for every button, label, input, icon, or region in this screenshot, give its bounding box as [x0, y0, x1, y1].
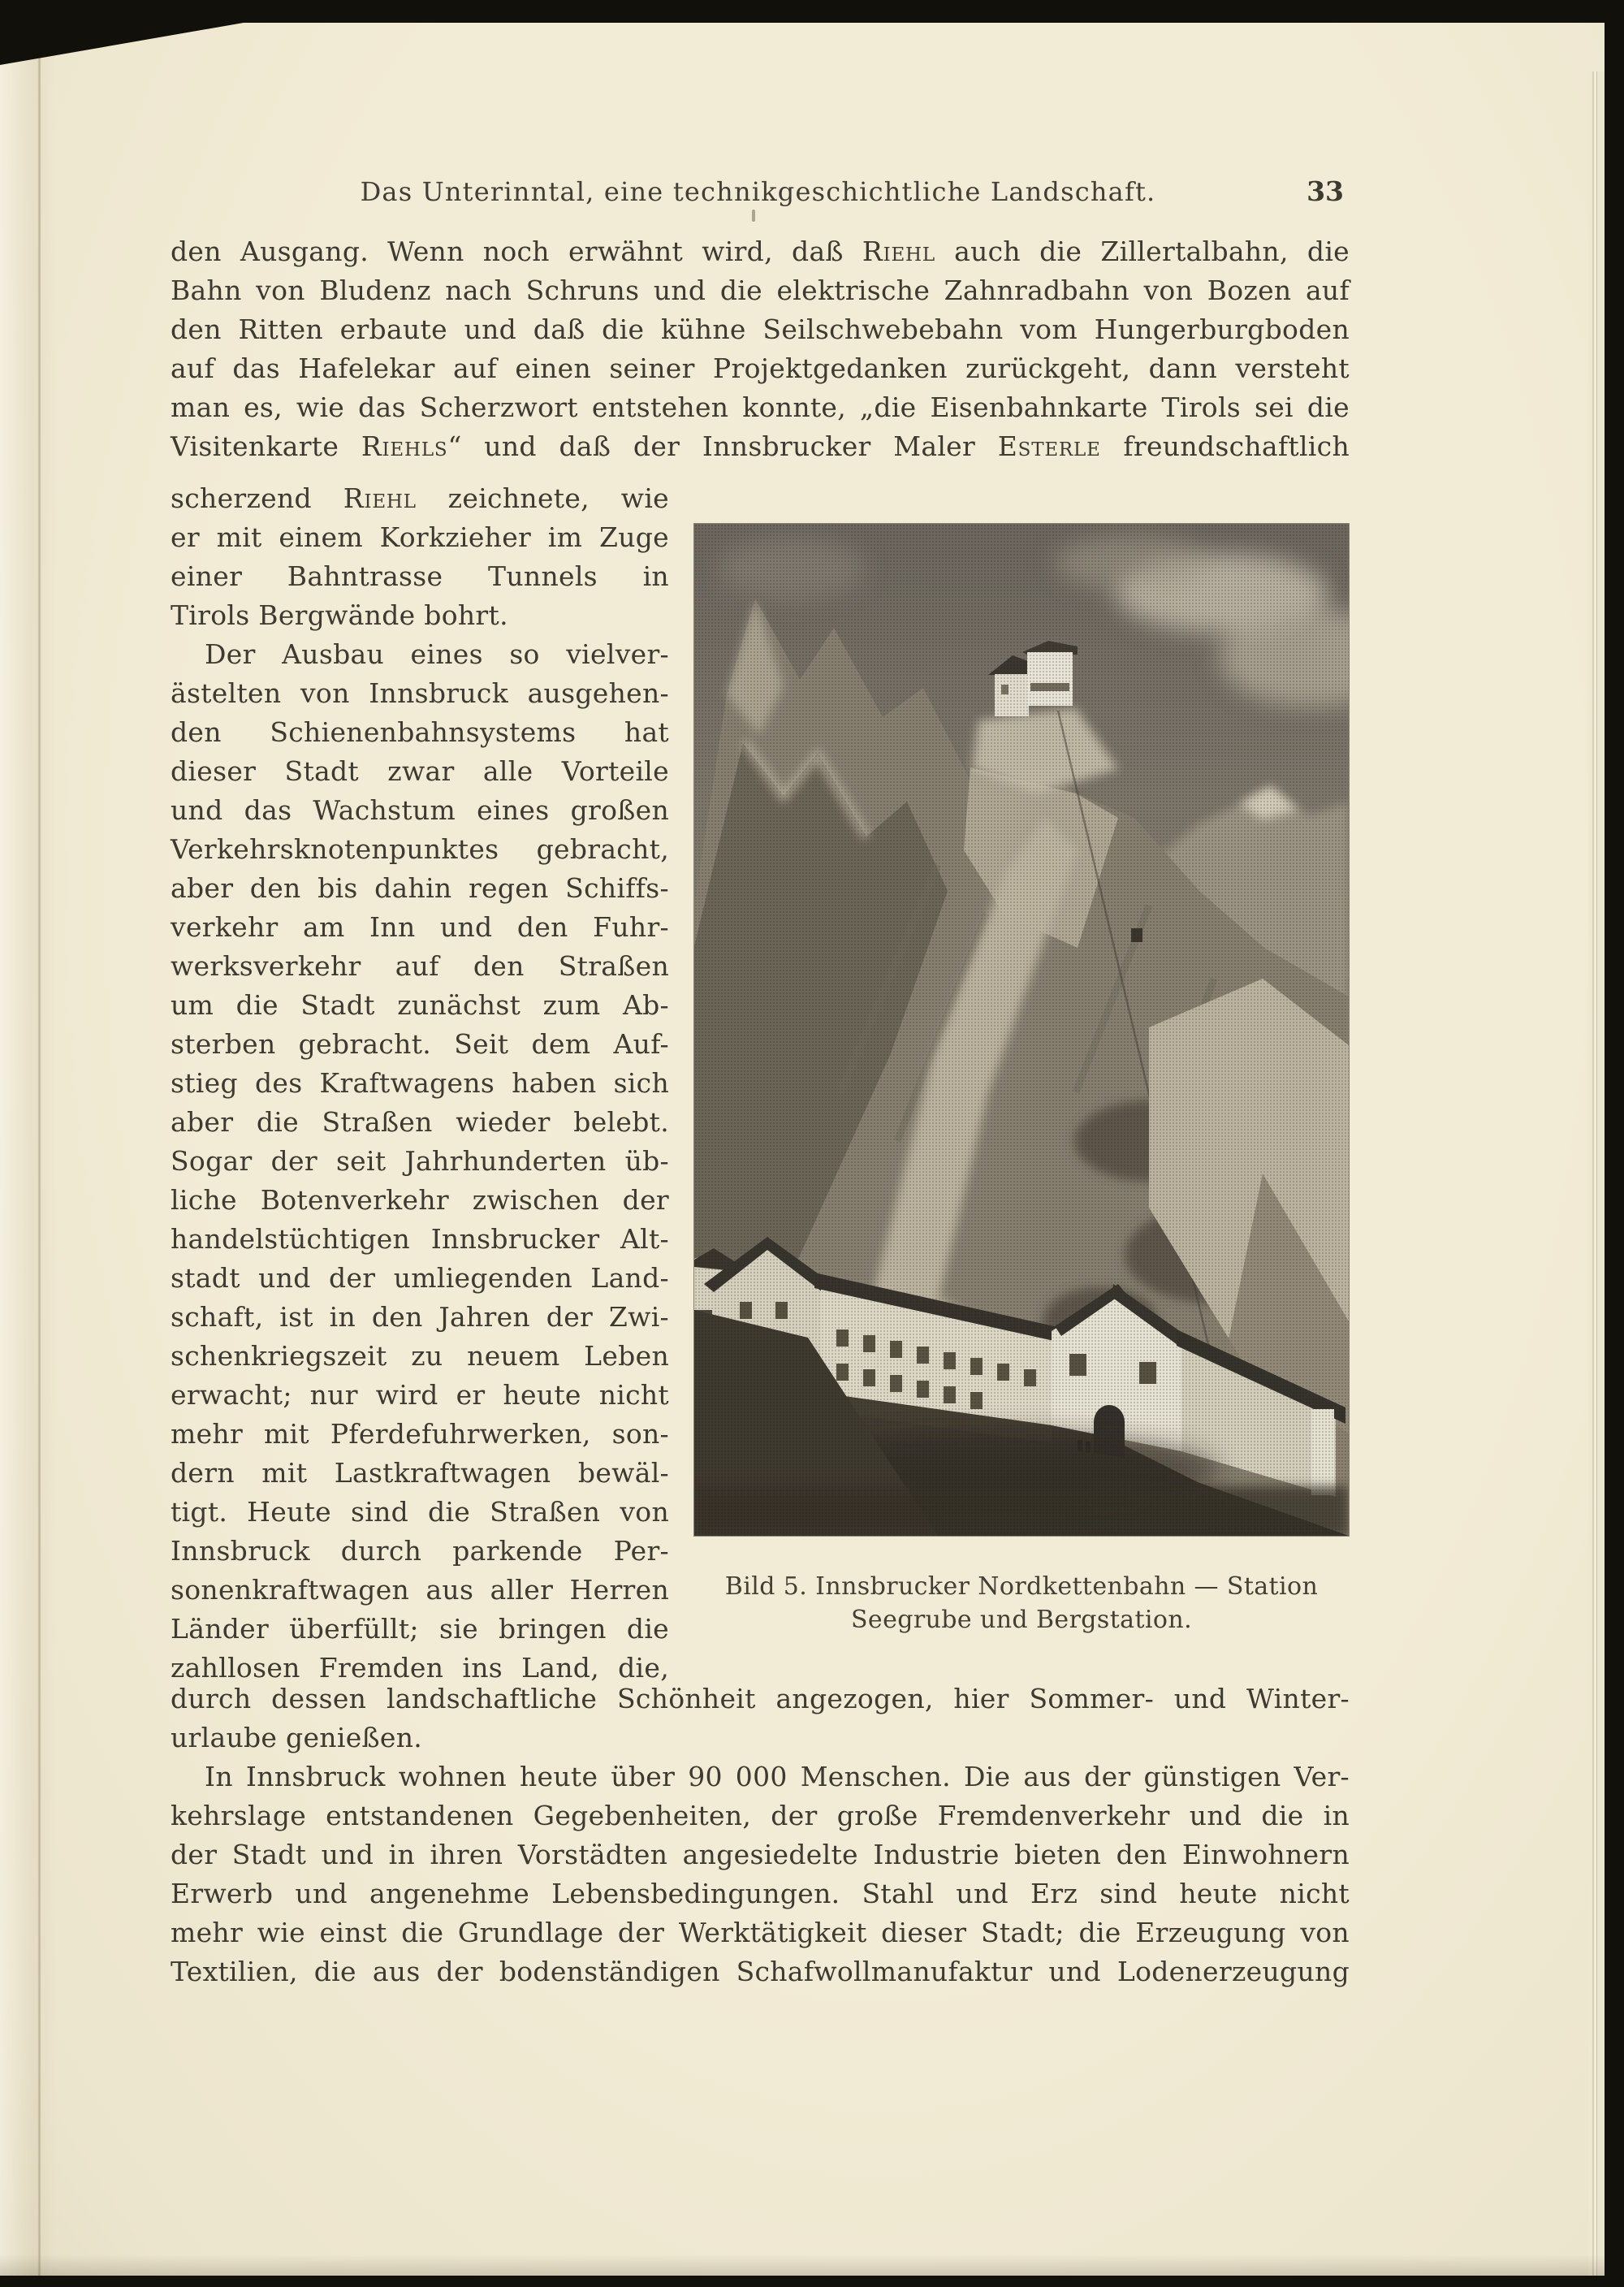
- text-line: Erwerb und angenehme Lebensbedingungen. Stahl und Erz sind heute nicht: [171, 1878, 1350, 1909]
- text-line: aber die Straßen wieder belebt.: [171, 1106, 669, 1138]
- paragraph-column: [171, 479, 669, 1688]
- text-line: Sogar der seit Jahrhunderten üb-: [171, 1145, 669, 1177]
- text-line: man es, wie das Scherzwort entstehen konnte, „die Eisenbahnkarte Tirols sei die: [171, 391, 1350, 423]
- page-bottom-shadow: [0, 2255, 1605, 2276]
- text-line: dern mit Lastkraftwagen bewäl-: [171, 1457, 669, 1489]
- text-line: Textilien, die aus der bodenständigen Schafwollmanufaktur und Lodenerzeugung: [171, 1956, 1350, 1987]
- text-line: Visitenkarte Riehls“ und daß der Innsbrucker Maler Esterle freundschaftlich: [171, 430, 1350, 462]
- text-line: werksverkehr auf den Straßen: [171, 950, 669, 982]
- text-line: urlaube genießen.: [171, 1722, 423, 1753]
- text-line: der Stadt und in ihren Vorstädten angesiedelte Industrie bieten den Einwohnern: [171, 1839, 1350, 1870]
- text-line: tigt. Heute sind die Straßen von: [171, 1496, 669, 1528]
- gutter-crease: [37, 23, 41, 2276]
- text-line: schenkriegszeit zu neuem Leben: [171, 1340, 669, 1372]
- text-line: schaft, ist in den Jahren der Zwi-: [171, 1301, 669, 1333]
- paragraph-top: [171, 232, 1350, 466]
- text-line: um die Stadt zunächst zum Ab-: [171, 989, 669, 1021]
- text-line: sterben gebracht. Seit dem Auf-: [171, 1028, 669, 1060]
- ink-speck: [752, 210, 755, 222]
- text-line: durch dessen landschaftliche Schönheit angezogen, hier Sommer- und Winter-: [171, 1683, 1350, 1714]
- caption-line-1: Bild 5. Innsbrucker Nordkettenbahn — Station: [724, 1572, 1319, 1601]
- page-stack-edge: [1588, 71, 1605, 2276]
- text-line: verkehr am Inn und den Fuhr-: [171, 911, 669, 943]
- text-line: Tirols Bergwände bohrt.: [171, 599, 508, 631]
- text-line: sonenkraftwagen aus aller Herren: [171, 1574, 669, 1606]
- text-line: Innsbruck durch parkende Per-: [171, 1535, 669, 1567]
- text-line: dieser Stadt zwar alle Vorteile: [171, 755, 669, 787]
- text-line: ästelten von Innsbruck ausgehen-: [171, 677, 669, 709]
- page-number: 33: [1307, 175, 1344, 207]
- figure-photograph-bild-5: [694, 524, 1349, 1536]
- text-line: stadt und der umliegenden Land-: [171, 1262, 669, 1294]
- text-line: Verkehrsknotenpunktes gebracht,: [171, 833, 669, 865]
- book-page: [0, 23, 1605, 2276]
- text-line: auf das Hafelekar auf einen seiner Projektgedanken zurückgeht, dann versteht: [171, 352, 1350, 384]
- text-line: er mit einem Korkzieher im Zuge: [171, 521, 669, 553]
- text-line: mehr wie einst die Grundlage der Werktätigkeit dieser Stadt; die Erzeugung von: [171, 1917, 1350, 1948]
- text-line: einer Bahntrasse Tunnels in: [171, 560, 669, 592]
- text-line: und das Wachstum eines großen: [171, 794, 669, 826]
- text-line: erwacht; nur wird er heute nicht: [171, 1379, 669, 1411]
- text-line: den Ausgang. Wenn noch erwähnt wird, daß Riehl auch die Zillertalbahn, die: [171, 236, 1350, 267]
- text-line: den Ritten erbaute und daß die kühne Seilschwebebahn vom Hungerburgboden: [171, 313, 1350, 345]
- text-line: liche Botenverkehr zwischen der: [171, 1184, 669, 1216]
- text-line: zahllosen Fremden ins Land, die,: [171, 1652, 669, 1684]
- text-line: handelstüchtigen Innsbrucker Alt-: [171, 1223, 669, 1255]
- text-line: aber den bis dahin regen Schiffs-: [171, 872, 669, 904]
- figure-caption: [694, 1570, 1349, 1636]
- text-line: Bahn von Bludenz nach Schruns und die elektrische Zahnradbahn von Bozen auf: [171, 275, 1350, 306]
- text-line: Länder überfüllt; sie bringen die: [171, 1613, 669, 1645]
- text-line: den Schienenbahnsystems hat: [171, 716, 669, 748]
- text-line: In Innsbruck wohnen heute über 90 000 Menschen. Die aus der günstigen Ver-: [205, 1761, 1350, 1792]
- running-title: Das Unterinntal, eine technikgeschichtliche Landschaft.: [360, 176, 1156, 207]
- text-line: mehr mit Pferdefuhrwerken, son-: [171, 1418, 669, 1450]
- mountain-photo-illustration: [694, 524, 1349, 1536]
- text-line: Der Ausbau eines so vielver-: [205, 638, 669, 670]
- caption-line-2: Seegrube und Bergstation.: [850, 1606, 1193, 1634]
- text-line: stieg des Kraftwagens haben sich: [171, 1067, 669, 1099]
- running-header: [171, 174, 1345, 210]
- paragraph-bottom: [171, 1680, 1350, 1991]
- text-line: scherzend Riehl zeichnete, wie: [171, 482, 669, 514]
- text-line: kehrslage entstandenen Gegebenheiten, der große Fremdenverkehr und die in: [171, 1800, 1350, 1831]
